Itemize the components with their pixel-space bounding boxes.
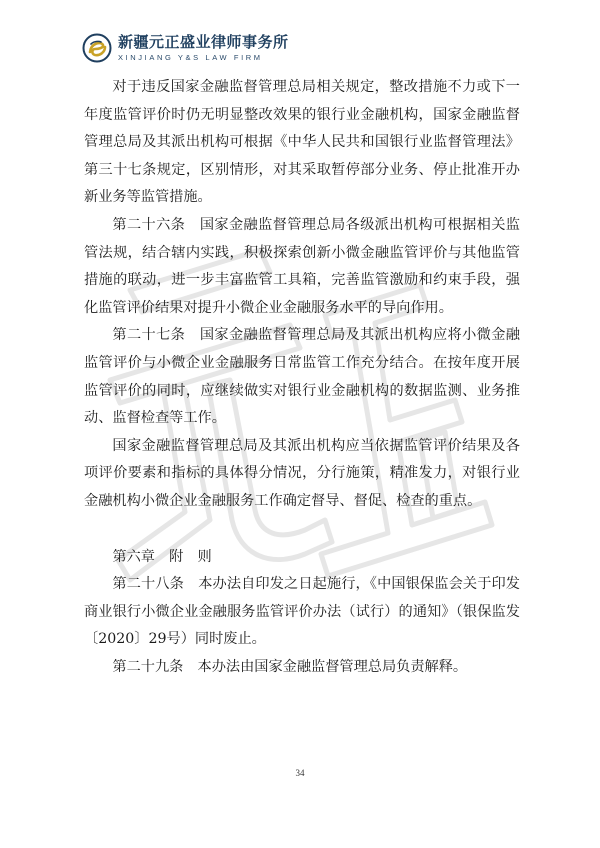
body-paragraph: 对于违反国家金融监督管理总局相关规定，整改措施不力或下一年度监管评价时仍无明显整改效果的银行业金融机构，国家金融监督管理总局及其派出机构可根据《中华人民共和国银行业监督管理法》第三十七条规定，区别情形，对其采取暂停部分业务、停止批准开办新业务等监管措施。: [84, 79, 520, 206]
firm-name-cn: 新疆元正盛业律师事务所: [118, 32, 289, 51]
firm-name-block: [118, 32, 289, 62]
chapter-heading: 第六章 附 则: [112, 548, 212, 565]
firm-header: [82, 28, 289, 68]
body-paragraph: 国家金融监督管理总局及其派出机构应当依据监管评价结果及各项评价要素和指标的具体得分情况，分行施策，精准发力，对银行业金融机构小微企业金融服务工作确定督导、督促、检查的重点。: [84, 437, 520, 509]
article-27-paragraph: 第二十七条 国家金融监督管理总局及其派出机构应将小微金融监管评价与小微企业金融服务日常监管工作充分结合。在按年度开展监管评价的同时，应继续做实对银行业金融机构的数据监测、业务推动、监督检查等工作。: [84, 327, 520, 427]
document-body: [84, 74, 520, 681]
article-29-paragraph: 第二十九条 本办法由国家金融监督管理总局负责解释。: [112, 658, 468, 675]
article-26-paragraph: 第二十六条 国家金融监督管理总局各级派出机构可根据相关监管法规，结合辖内实践，积极探索创新小微金融监管评价与其他监管措施的联动，进一步丰富监管工具箱，完善监管激励和约束手段，强化监管评价结果对提升小微企业金融服务水平的导向作用。: [84, 216, 520, 316]
section-gap: [84, 516, 520, 544]
swirl-logo-icon: [82, 33, 112, 63]
article-28-paragraph: 第二十八条 本办法自印发之日起施行，《中国银保监会关于印发商业银行小微企业金融服务监管评价办法（试行）的通知》（银保监发〔2020〕29号）同时废止。: [84, 576, 520, 648]
firm-name-en: XINJIANG Y&S LAW FIRM: [118, 52, 263, 62]
page-number: 34: [295, 768, 305, 778]
